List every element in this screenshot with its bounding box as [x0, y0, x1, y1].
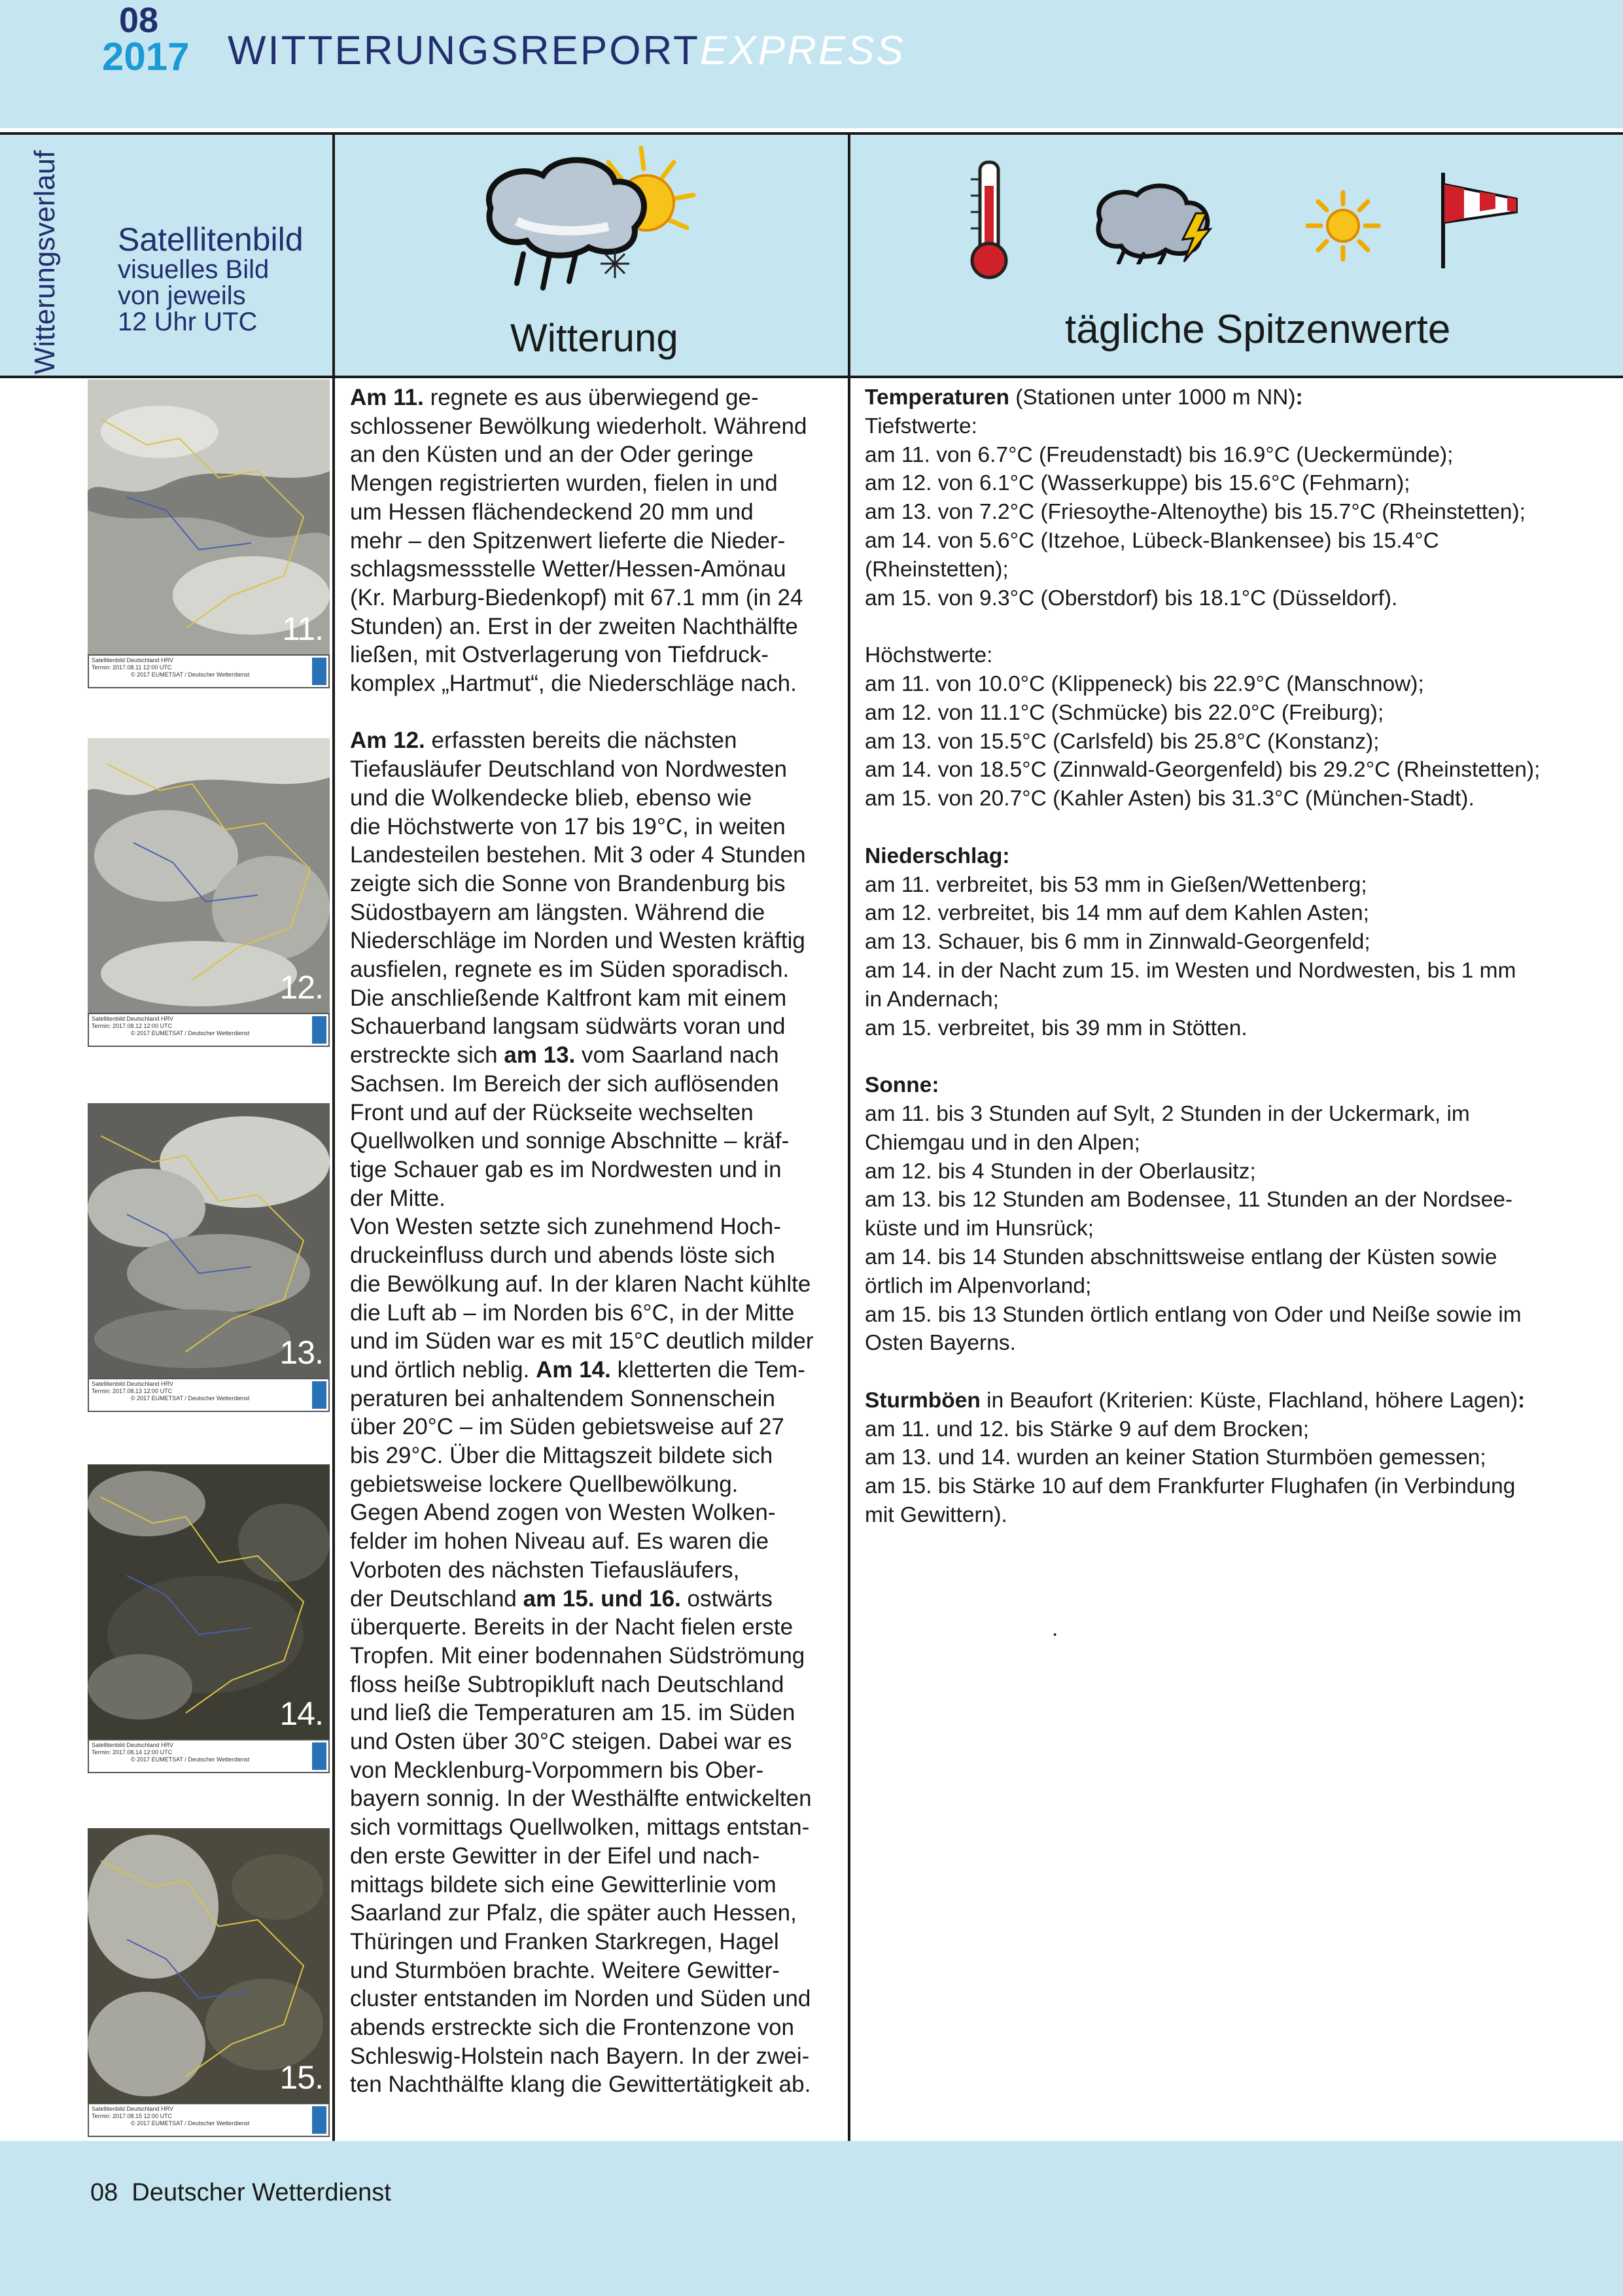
- list-item: am 15. bis 13 Stunden örtlich entlang von Oder und Neiße sowie im Osten Bayerns.: [865, 1302, 1522, 1356]
- list-item: am 12. verbreitet, bis 14 mm auf dem Kahlen Asten;: [865, 901, 1369, 926]
- windsock-icon: [1438, 170, 1523, 270]
- publisher: Deutscher Wetterdienst: [131, 2179, 391, 2206]
- footer: [90, 2179, 391, 2207]
- header-top-rule: [0, 132, 1623, 135]
- satellite-day-label: 11.: [282, 610, 323, 647]
- dwd-logo-icon: [312, 2106, 326, 2134]
- list-item: am 12. von 11.1°C (Schmücke) bis 22.0°C (Freiburg);: [865, 700, 1384, 725]
- satellite-image-item: [88, 1103, 330, 1412]
- satellite-image-item: [88, 380, 330, 688]
- satellite-sub3: 12 Uhr UTC: [118, 308, 258, 336]
- daily-peaks: [865, 383, 1611, 1530]
- list-item: am 14. von 5.6°C (Itzehoe, Lübeck-Blankensee) bis 15.4°C (Rheinstetten);: [865, 528, 1439, 582]
- list-item: am 12. bis 4 Stunden in der Oberlausitz;: [865, 1159, 1256, 1184]
- list-item: am 11. und 12. bis Stärke 9 auf dem Brocken;: [865, 1417, 1310, 1441]
- page-number: 08: [90, 2179, 118, 2206]
- report-title: [228, 27, 905, 74]
- list-item: am 11. verbreitet, bis 53 mm in Gießen/Wettenberg;: [865, 872, 1367, 897]
- report-title-suffix: EXPRESS: [699, 28, 905, 73]
- tmax-title: Höchstwerte:: [865, 643, 993, 668]
- temperature-heading: Temperaturen (Stationen unter 1000 m NN):: [865, 385, 1303, 410]
- satellite-image-item: [88, 1464, 330, 1773]
- dwd-logo-icon: [312, 1381, 326, 1409]
- satellite-day-label: 14.: [279, 1695, 323, 1732]
- list-item: am 15. von 20.7°C (Kahler Asten) bis 31.3°C (München-Stadt).: [865, 786, 1475, 811]
- list-item: am 13. von 15.5°C (Carlsfeld) bis 25.8°C (Konstanz);: [865, 729, 1380, 754]
- precipitation-heading: Niederschlag:: [865, 843, 1010, 868]
- list-item: am 15. verbreitet, bis 39 mm in Stötten.: [865, 1016, 1248, 1040]
- list-item: am 13. Schauer, bis 6 mm in Zinnwald-Georgenfeld;: [865, 930, 1370, 955]
- thunderstorm-cloud-icon: [1091, 181, 1215, 264]
- footer-band: [0, 2141, 1623, 2296]
- satellite-day-label: 15.: [279, 2059, 323, 2096]
- satellite-image-item: [88, 738, 330, 1047]
- satellite-image-item: [88, 1828, 330, 2137]
- list-item: am 12. von 6.1°C (Wasserkuppe) bis 15.6°C (Fehmarn);: [865, 471, 1410, 496]
- list-item: am 13. bis 12 Stunden am Bodensee, 11 Stunden an der Nordsee- küste und im Hunsrück;: [865, 1188, 1513, 1241]
- satellite-day-label: 12.: [279, 969, 323, 1006]
- dwd-logo-icon: [312, 658, 326, 685]
- stray-dot: .: [1052, 1616, 1058, 1641]
- list-item: am 14. von 18.5°C (Zinnwald-Georgenfeld) bis 29.2°C (Rheinstetten);: [865, 758, 1541, 783]
- satellite-title: Satellitenbild: [118, 221, 304, 258]
- report-title-main: WITTERUNGSREPORT: [228, 28, 700, 73]
- satellite-day-label: 13.: [279, 1334, 323, 1371]
- satellite-caption: Satellitenbild Deutschland HRV Termin: 2017.08.11 12:00 UTC © 2017 EUMETSAT / Deutscher Wetterdienst: [88, 654, 330, 688]
- list-item: am 15. bis Stärke 10 auf dem Frankfurter Flughafen (in Verbindung mit Gewittern).: [865, 1474, 1516, 1528]
- list-item: am 14. in der Nacht zum 15. im Westen und Nordwesten, bis 1 mm in Andernach;: [865, 958, 1516, 1012]
- satellite-caption: Satellitenbild Deutschland HRV Termin: 2017.08.15 12:00 UTC © 2017 EUMETSAT / Deutscher Wetterdienst: [88, 2103, 330, 2137]
- list-item: am 13. und 14. wurden an keiner Station Sturmböen gemessen;: [865, 1445, 1486, 1470]
- list-item: am 11. von 6.7°C (Freudenstadt) bis 16.9°C (Ueckermünde);: [865, 442, 1454, 467]
- issue-year: 2017: [102, 35, 190, 79]
- list-item: am 14. bis 14 Stunden abschnittsweise entlang der Küsten sowie örtlich im Alpenvorland;: [865, 1245, 1497, 1298]
- satellite-column-head: [118, 222, 304, 335]
- issue-month: 08: [119, 1, 159, 40]
- peaks-column-title: tägliche Spitzenwerte: [1065, 307, 1451, 352]
- tmin-title: Tiefstwerte:: [865, 414, 977, 438]
- sun-icon: [1305, 190, 1381, 262]
- thermometer-icon: [967, 160, 1011, 281]
- gusts-heading: Sturmböen in Beaufort (Kriterien: Küste, Flachland, höhere Lagen):: [865, 1388, 1526, 1413]
- column-divider-right: [848, 135, 850, 2141]
- satellite-sub2: von jeweils: [118, 281, 246, 310]
- list-item: am 11. bis 3 Stunden auf Sylt, 2 Stunden in der Uckermark, im Chiemgau und in den Alpen;: [865, 1101, 1470, 1155]
- column-divider-left: [332, 135, 335, 2147]
- satellite-sub1: visuelles Bild: [118, 255, 270, 284]
- sunshine-heading: Sonne:: [865, 1073, 939, 1098]
- list-item: am 13. von 7.2°C (Friesoythe-Altenoythe) bis 15.7°C (Rheinstetten);: [865, 500, 1526, 525]
- list-item: am 15. von 9.3°C (Oberstdorf) bis 18.1°C (Düsseldorf).: [865, 586, 1398, 610]
- dwd-logo-icon: [312, 1742, 326, 1770]
- dwd-logo-icon: [312, 1016, 326, 1044]
- weather-narrative: Am 11. regnete es aus überwiegend ge- schlossener Bewölkung wiederholt. Während an den Küsten und an der Oder geringe Mengen registrierten wurden, fielen in und um Hessen flächendeckend 20 mm und mehr – den Spitzenwert lieferte die Nieder- schlagsmessstelle Wetter/Hessen-Amönau (Kr. Marburg-Biedenkopf) mit 67.1 mm (in 24 Stunden) an. Erst in der zweiten Nachthälfte ließen, mit Ostverlagerung von Tiefdruck- komplex „Hartmut“, die Niederschläge nach. Am 12. erfassten bereits die nächsten Tiefausläufer Deutschland von Nordwesten und die Wolkendecke blieb, ebenso wie die Höchstwerte von 17 bis 19°C, in weiten Landesteilen bestehen. Mit 3 oder 4 Stunden zeigte sich die Sonne von Brandenburg bis Südostbayern am längsten. Während die Niederschläge im Norden und Westen kräftig ausfielen, regnete es im Süden sporadisch. Die anschließende Kaltfront kam mit einem Schauerband langsam südwärts voran und erstreckte sich am 13. vom Saarland nach Sachsen. Im Bereich der sich auflösenden Front und auf der Rückseite wechselten Quellwolken und sonnige Abschnitte – kräf- tige Schauer gab es im Nordwesten und in der Mitte. Von Westen setzte sich zunehmend Hoch- druckeinfluss durch und abends löste sich die Bewölkung auf. In der klaren Nacht kühlte die Luft ab – im Norden bis 6°C, in der Mitte und im Süden war es mit 15°C deutlich milder und örtlich neblig. Am 14. kletterten die Tem- peraturen bei anhaltendem Sonnenschein über 20°C – im Süden gebietsweise auf 27 bis 29°C. Über die Mittagszeit bildete sich gebietsweise lockere Quellbewölkung. Gegen Abend zogen von Westen Wolken- felder im hohen Niveau auf. Es waren die Vorboten des nächsten Tiefausläufers, der Deutschland am 15. und 16. ostwärts überquerte. Bereits in der Nacht fielen erste Tropfen. Mit einer bodennahen Südströmung floss heiße Subtropikluft nach Deutschland und ließ die Temperaturen am 15. im Süden und Osten über 30°C steigen. Dabei war es von Mecklenburg-Vorpommern bis Ober- bayern sonnig. In der Westhälfte entwickelten sich vormittags Quellwolken, mittags entstan- den erste Gewitter in der Eifel und nach- mittags bildete sich eine Gewitterlinie vom Saarland zur Pfalz, die später auch Hessen, Thüringen und Franken Starkregen, Hagel und Sturmböen brachte. Weitere Gewitter- cluster entstanden im Norden und Süden und abends erstreckte sich die Frontenzone von Schleswig-Holstein nach Bayern. In der zwei- ten Nachthälfte klang die Gewittertätigkeit ab.: [350, 385, 814, 2098]
- list-item: am 11. von 10.0°C (Klippeneck) bis 22.9°C (Manschnow);: [865, 671, 1424, 696]
- satellite-caption: Satellitenbild Deutschland HRV Termin: 2017.08.12 12:00 UTC © 2017 EUMETSAT / Deutscher Wetterdienst: [88, 1013, 330, 1047]
- satellite-caption: Satellitenbild Deutschland HRV Termin: 2017.08.14 12:00 UTC © 2017 EUMETSAT / Deutscher Wetterdienst: [88, 1739, 330, 1773]
- weather-column-title: Witterung: [510, 316, 678, 360]
- satellite-caption: Satellitenbild Deutschland HRV Termin: 2017.08.13 12:00 UTC © 2017 EUMETSAT / Deutscher Wetterdienst: [88, 1378, 330, 1412]
- weather-cloud-sun-snow-icon: [478, 143, 707, 300]
- side-label: Witterungsverlauf: [29, 150, 61, 374]
- header-bottom-rule: [0, 376, 1623, 378]
